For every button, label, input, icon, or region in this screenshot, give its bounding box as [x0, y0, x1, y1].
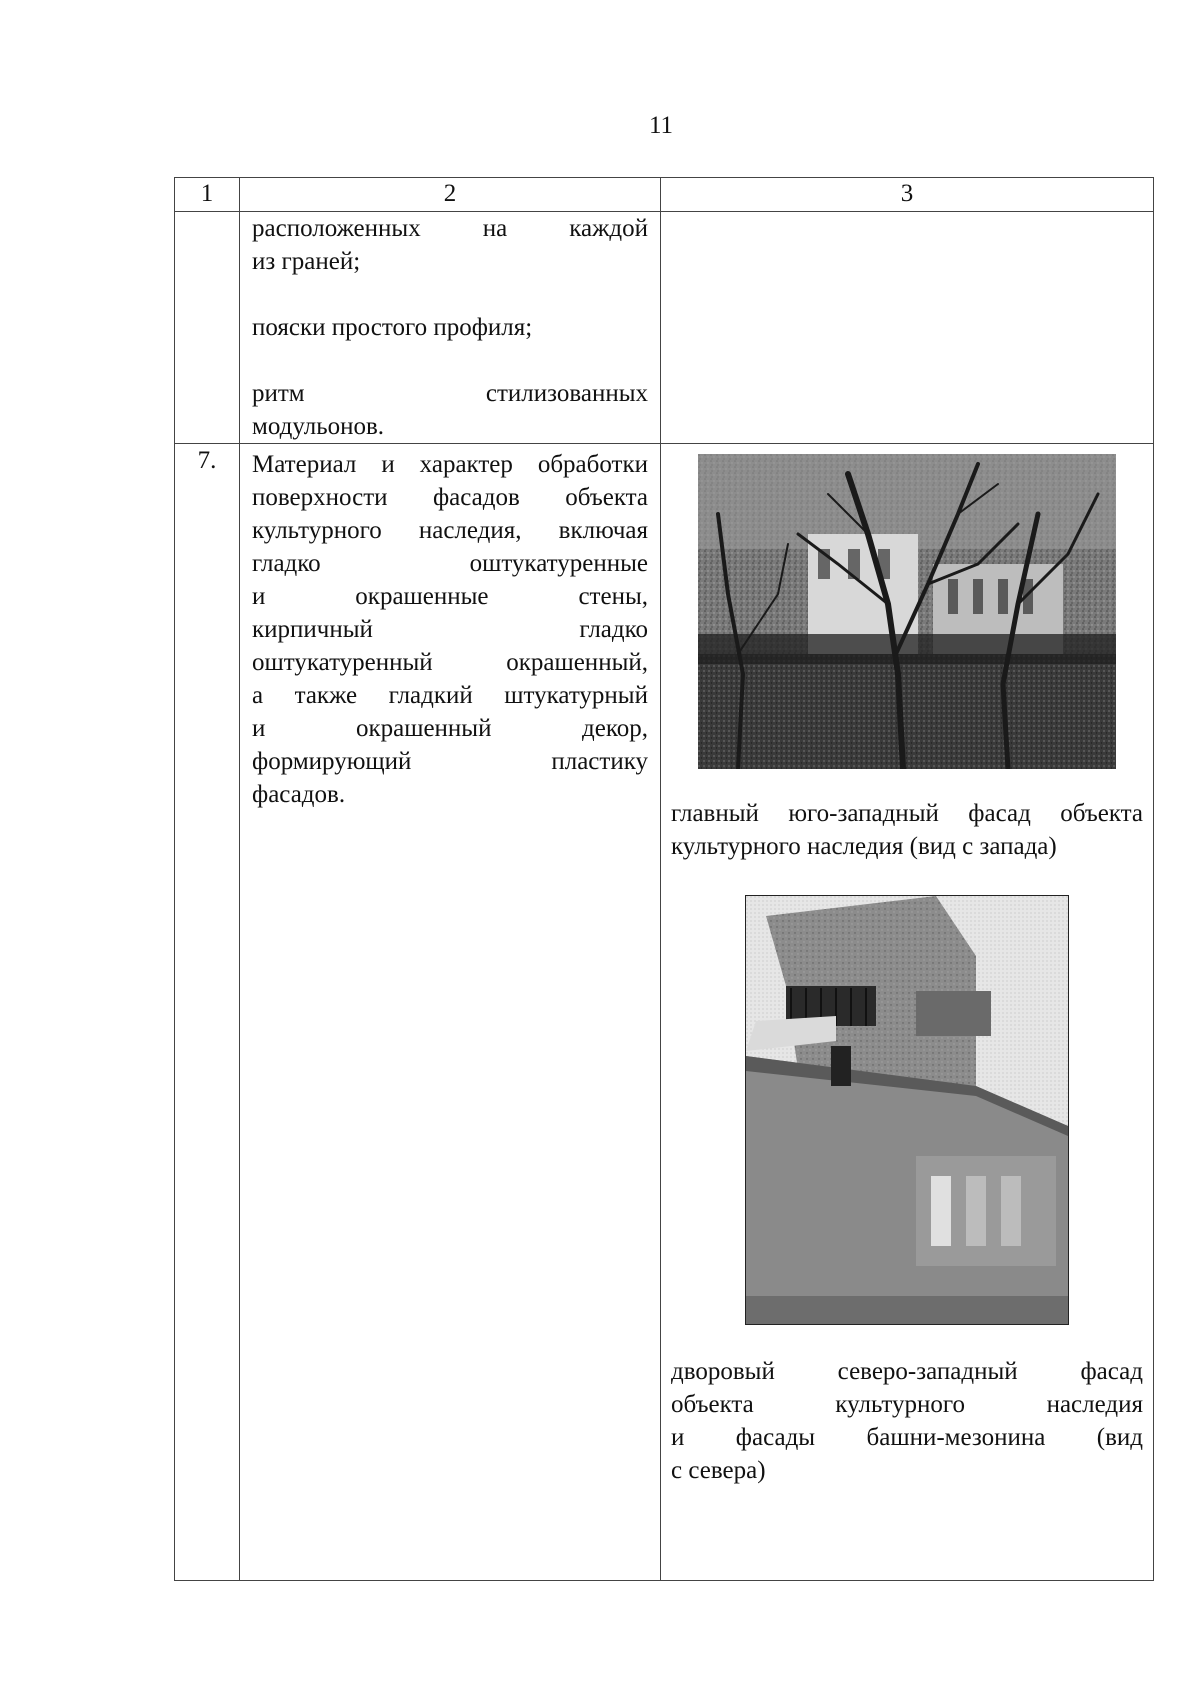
- photo-caption: объекта культурного наследия: [671, 1391, 1143, 1418]
- text-line: а также гладкий штукатурный: [252, 682, 648, 709]
- photo-caption: культурного наследия (вид с запада): [671, 833, 1057, 860]
- text-line: Материал и характер обработки: [252, 451, 648, 478]
- photo-caption: с севера): [671, 1457, 766, 1484]
- photo-northwest-courtyard-facade: [745, 895, 1069, 1325]
- photo-caption: и фасады башни-мезонина (вид: [671, 1424, 1143, 1451]
- page-number: 11: [648, 112, 674, 139]
- photo-caption: главный юго-западный фасад объекта: [671, 800, 1143, 827]
- text-line: и окрашенный декор,: [252, 715, 648, 742]
- text-line: формирующий пластику: [252, 748, 648, 775]
- text-line: модульонов.: [252, 413, 385, 440]
- text-line: поверхности фасадов объекта: [252, 484, 648, 511]
- photo-caption: дворовый северо-западный фасад: [671, 1358, 1143, 1385]
- table-row: [175, 444, 1154, 1581]
- text-line: из граней;: [252, 248, 361, 275]
- row1-number-cell: [175, 212, 240, 444]
- row1-image-cell: [661, 212, 1154, 444]
- text-line: и окрашенные стены,: [252, 583, 648, 610]
- table-header-row: [175, 178, 1154, 212]
- row2-image-cell: [661, 444, 1154, 1581]
- header-col-3: 3: [661, 178, 1154, 212]
- row2-number-cell: 7.: [175, 444, 240, 1581]
- text-line: гладко оштукатуренные: [252, 550, 648, 577]
- text-line: культурного наследия, включая: [252, 517, 648, 544]
- row2-description-cell: [240, 444, 661, 1581]
- text-line: фасадов.: [252, 781, 346, 808]
- text-line: расположенных на каждой: [252, 215, 648, 242]
- text-line: ритм стилизованных: [252, 380, 648, 407]
- row1-description-cell: [240, 212, 661, 444]
- text-line: оштукатуренный окрашенный,: [252, 649, 648, 676]
- header-col-1: 1: [175, 178, 240, 212]
- table-row: [175, 212, 1154, 444]
- text-line: пояски простого профиля;: [252, 314, 533, 341]
- header-col-2: 2: [240, 178, 661, 212]
- photo-southwest-facade: [698, 454, 1116, 769]
- document-table: [174, 177, 1154, 1581]
- text-line: кирпичный гладко: [252, 616, 648, 643]
